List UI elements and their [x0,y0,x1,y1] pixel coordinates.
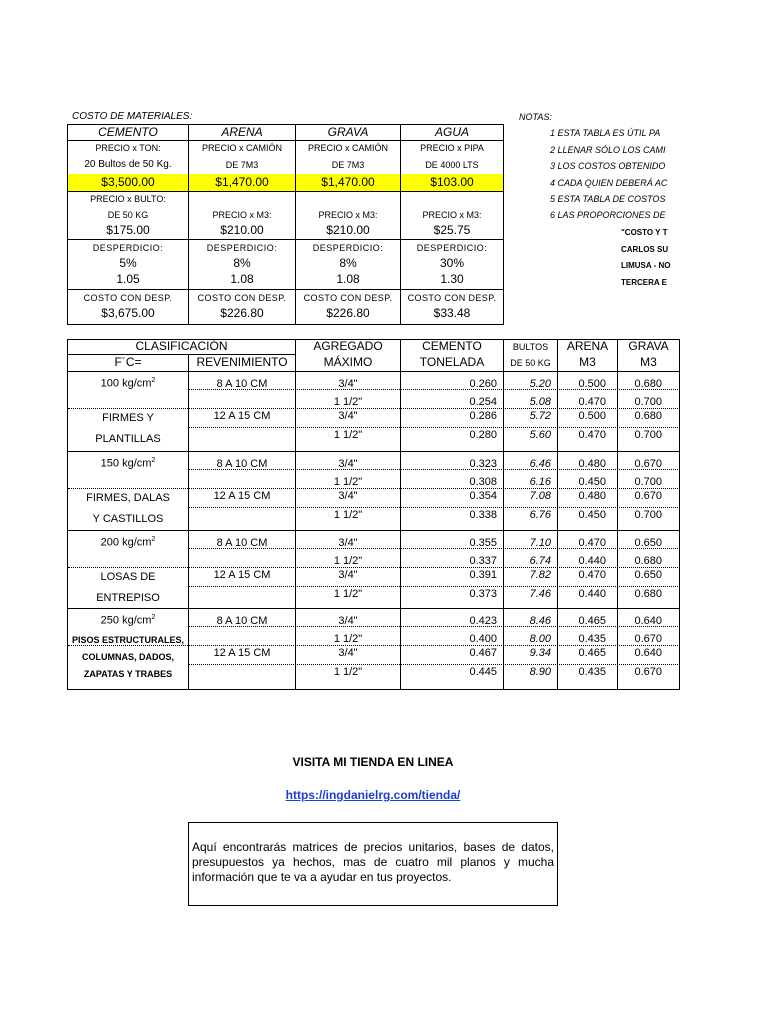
price-label-grava: PRECIO x CAMIÓN [307,143,388,153]
cell-bul: 7.10 [529,537,551,549]
cell-cem: 0.260 [469,378,497,390]
cell-ag: 3/4" [338,458,358,470]
cell-cem: 0.286 [469,410,497,422]
store-link[interactable]: https://ingdanielrg.com/tienda/ [285,788,461,802]
costo-desp-label-cemento: COSTO CON DESP. [83,293,173,303]
cell-cem: 0.308 [469,476,497,488]
row-separator [189,586,680,587]
row-separator [68,645,680,646]
cell-ag: 1 1/2" [333,396,363,408]
cell-ag: 3/4" [338,378,358,390]
resistencia-value: 100 kg/cm [100,377,152,390]
col-revenimiento: REVENIMIENTO [196,355,288,369]
cell-cem: 0.373 [469,588,497,600]
superscript: 2 [151,614,156,621]
cell-are: 0.470 [578,396,606,408]
cell-cem: 0.354 [469,490,497,502]
col-cemento: CEMENTO [422,339,482,353]
desp-factor-agua: 1.30 [440,272,464,286]
note-item: 2 LLENAR SÓLO LOS CAMI [550,145,666,155]
desp-label-grava: DESPERDICIO: [312,243,384,253]
cell-bul: 7.82 [529,569,551,581]
price-grava: $1,470.00 [321,175,375,189]
uso-label: Y CASTILLOS [92,513,164,525]
header-arena: ARENA [221,125,263,139]
cell-gra: 0.650 [634,569,662,581]
row-separator [68,408,680,409]
m3-label-agua: PRECIO x M3: [422,210,482,220]
cell-are: 0.500 [578,378,606,390]
resistencia-label [68,536,188,549]
note-item: 1 ESTA TABLA ES ÚTIL PA [550,128,661,138]
cell-gra: 0.680 [634,555,662,567]
uso-label: LOSAS DE [100,571,156,583]
cell-gra: 0.640 [634,647,662,659]
m3-label-arena: PRECIO x M3: [212,210,272,220]
costo-desp-grava: $226.80 [326,306,370,320]
cell-bul: 7.46 [529,588,551,600]
cell-rev: 12 A 15 CM [213,647,271,659]
cost-title: COSTO DE MATERIALES: [72,111,193,122]
cell-gra: 0.670 [634,666,662,678]
price-sub-arena: DE 7M3 [225,160,259,170]
superscript: 2 [151,536,156,543]
col-clasificacion: CLASIFICACIÓN [135,339,228,353]
col-agregado: AGREGADO [313,339,383,353]
price-sub-agua: DE 4000 LTS [425,160,479,170]
cell-are: 0.470 [578,569,606,581]
note-item: 6 LAS PROPORCIONES DE [550,210,666,220]
cell-cem: 0.337 [469,555,497,567]
desp-label-agua: DESPERDICIO: [416,243,488,253]
cell-ag: 3/4" [338,647,358,659]
uso-label: ENTREPISO [96,592,160,604]
price-sub-cemento: 20 Bultos de 50 Kg. [84,159,172,170]
resistencia-label [68,614,188,627]
resistencia-label [68,377,188,390]
price-label-agua: PRECIO x PIPA [420,143,484,153]
uso-label: PLANTILLAS [95,433,161,445]
header-grava: GRAVA [327,125,369,139]
price-sub-grava: DE 7M3 [331,160,365,170]
cell-cem: 0.355 [469,537,497,549]
cell-bul: 5.20 [529,378,551,390]
superscript: 2 [151,457,156,464]
row-separator [189,507,680,508]
cell-are: 0.500 [578,410,606,422]
desp-label-arena: DESPERDICIO: [206,243,278,253]
col-de50: DE 50 KG [510,358,551,368]
cell-cem: 0.254 [469,396,497,408]
cell-are: 0.480 [578,490,606,502]
cell-cem: 0.338 [469,509,497,521]
cell-ag: 3/4" [338,569,358,581]
cell-bul: 7.08 [529,490,551,502]
desp-factor-arena: 1.08 [230,272,254,286]
note-item: 3 LOS COSTOS OBTENIDO [550,161,666,171]
note-extra: LIMUSA - NO [621,261,671,270]
cell-gra: 0.670 [634,633,662,645]
desp-pct-grava: 8% [339,256,357,270]
cell-ag: 1 1/2" [333,429,363,441]
cell-gra: 0.680 [634,588,662,600]
cell-bul: 6.46 [529,458,551,470]
header-agua: AGUA [434,125,469,139]
cell-are: 0.435 [578,633,606,645]
cell-ag: 3/4" [338,537,358,549]
cell-rev: 8 A 10 CM [216,458,268,470]
superscript: 2 [151,377,156,384]
cell-cem: 0.445 [469,666,497,678]
note-extra: CARLOS SU [621,245,669,254]
m3-price-agua: $25.75 [433,223,471,237]
col-fc: F´C= [114,355,142,369]
promo-text: Aquí encontrarás matrices de precios unitarios, bases de datos, presupuestos ya hechos, mas de cuatro mil planos y mucha información que te va a ayudar en tus proyectos. [192,840,554,884]
cell-gra: 0.670 [634,458,662,470]
price-cemento: $3,500.00 [101,175,155,189]
cell-ag: 1 1/2" [333,588,363,600]
costo-desp-label-arena: COSTO CON DESP. [197,293,287,303]
cell-ag: 1 1/2" [333,633,363,645]
col-arena-unit: M3 [579,355,596,369]
cell-rev: 12 A 15 CM [213,410,271,422]
cell-rev: 8 A 10 CM [216,537,268,549]
col-bultos: BULTOS [512,342,549,352]
cell-gra: 0.700 [634,509,662,521]
uso-label: FIRMES Y [102,412,154,424]
promo-title: VISITA MI TIENDA EN LINEA [292,755,454,769]
price-label-cemento: PRECIO x TON: [95,143,161,153]
col-tonelada: TONELADA [419,355,485,369]
cell-are: 0.440 [578,588,606,600]
cell-are: 0.465 [578,647,606,659]
cell-bul: 8.00 [529,633,551,645]
col-maximo: MÁXIMO [323,355,373,369]
cell-ag: 3/4" [338,615,358,627]
col-grava-unit: M3 [640,355,657,369]
cell-bul: 6.74 [529,555,551,567]
col-grava: GRAVA [628,339,669,353]
cell-cem: 0.423 [469,615,497,627]
row-separator [189,427,680,428]
desp-pct-cemento: 5% [119,256,137,270]
costo-desp-label-agua: COSTO CON DESP. [407,293,497,303]
cell-bul: 9.34 [529,647,551,659]
costo-desp-agua: $33.48 [433,306,471,320]
price-arena: $1,470.00 [215,175,269,189]
cell-bul: 6.16 [529,476,551,488]
cell-ag: 3/4" [338,490,358,502]
cell-are: 0.440 [578,555,606,567]
bulto-sub: DE 50 KG [107,210,149,220]
note-extra: "COSTO Y T [621,228,668,237]
cell-cem: 0.391 [469,569,497,581]
cell-rev: 12 A 15 CM [213,569,271,581]
desp-label-cemento: DESPERDICIO: [92,243,164,253]
cell-ag: 1 1/2" [333,509,363,521]
cell-gra: 0.680 [634,410,662,422]
cell-gra: 0.700 [634,476,662,488]
cell-are: 0.450 [578,509,606,521]
cell-bul: 5.72 [529,410,551,422]
row-separator [189,664,680,665]
uso-label: PISOS ESTRUCTURALES, [71,635,184,645]
bulto-label: PRECIO x BULTO: [90,194,166,204]
cell-ag: 1 1/2" [333,476,363,488]
m3-label-grava: PRECIO x M3: [318,210,378,220]
cell-cem: 0.280 [469,429,497,441]
price-agua: $103.00 [430,175,474,189]
resistencia-value: 200 kg/cm [100,536,152,549]
desp-pct-arena: 8% [233,256,251,270]
cell-bul: 5.60 [529,429,551,441]
cell-cem: 0.400 [469,633,497,645]
uso-label: ZAPATAS Y TRABES [83,669,173,679]
cell-gra: 0.700 [634,429,662,441]
desp-factor-grava: 1.08 [336,272,360,286]
cell-bul: 6.76 [529,509,551,521]
desp-factor-cemento: 1.05 [116,272,140,286]
cell-gra: 0.670 [634,490,662,502]
note-extra: TERCERA E [621,278,667,287]
uso-label: FIRMES, DALAS [86,492,170,504]
cell-ag: 3/4" [338,410,358,422]
cell-ag: 1 1/2" [333,555,363,567]
cell-rev: 8 A 10 CM [216,378,268,390]
cell-bul: 8.90 [529,666,551,678]
note-item: 4 CADA QUIEN DEBERÁ AC [550,178,668,188]
col-arena: ARENA [566,339,609,353]
cell-rev: 8 A 10 CM [216,615,268,627]
cell-cem: 0.323 [469,458,497,470]
cell-are: 0.470 [578,537,606,549]
row-separator [68,567,680,568]
cell-bul: 8.46 [529,615,551,627]
cell-are: 0.450 [578,476,606,488]
cell-gra: 0.680 [634,378,662,390]
costo-desp-cemento: $3,675.00 [101,306,155,320]
uso-label: COLUMNAS, DADOS, [82,652,174,662]
cell-are: 0.465 [578,615,606,627]
cell-ag: 1 1/2" [333,666,363,678]
cell-cem: 0.467 [469,647,497,659]
notes-title: NOTAS: [519,112,552,122]
row-separator [68,488,680,489]
m3-price-arena: $210.00 [220,223,264,237]
header-cemento: CEMENTO [98,125,158,139]
cell-bul: 5.08 [529,396,551,408]
costo-desp-arena: $226.80 [220,306,264,320]
cell-gra: 0.640 [634,615,662,627]
cell-are: 0.435 [578,666,606,678]
cell-gra: 0.650 [634,537,662,549]
cell-are: 0.470 [578,429,606,441]
note-item: 5 ESTA TABLA DE COSTOS [550,194,666,204]
costo-desp-label-grava: COSTO CON DESP. [303,293,393,303]
resistencia-value: 250 kg/cm [100,614,152,627]
cell-are: 0.480 [578,458,606,470]
price-label-arena: PRECIO x CAMIÓN [201,143,282,153]
desp-pct-agua: 30% [439,256,465,270]
resistencia-value: 150 kg/cm [100,457,152,470]
cell-gra: 0.700 [634,396,662,408]
bulto-price: $175.00 [106,223,150,237]
cell-rev: 12 A 15 CM [213,490,271,502]
m3-price-grava: $210.00 [326,223,370,237]
resistencia-label [68,457,188,470]
